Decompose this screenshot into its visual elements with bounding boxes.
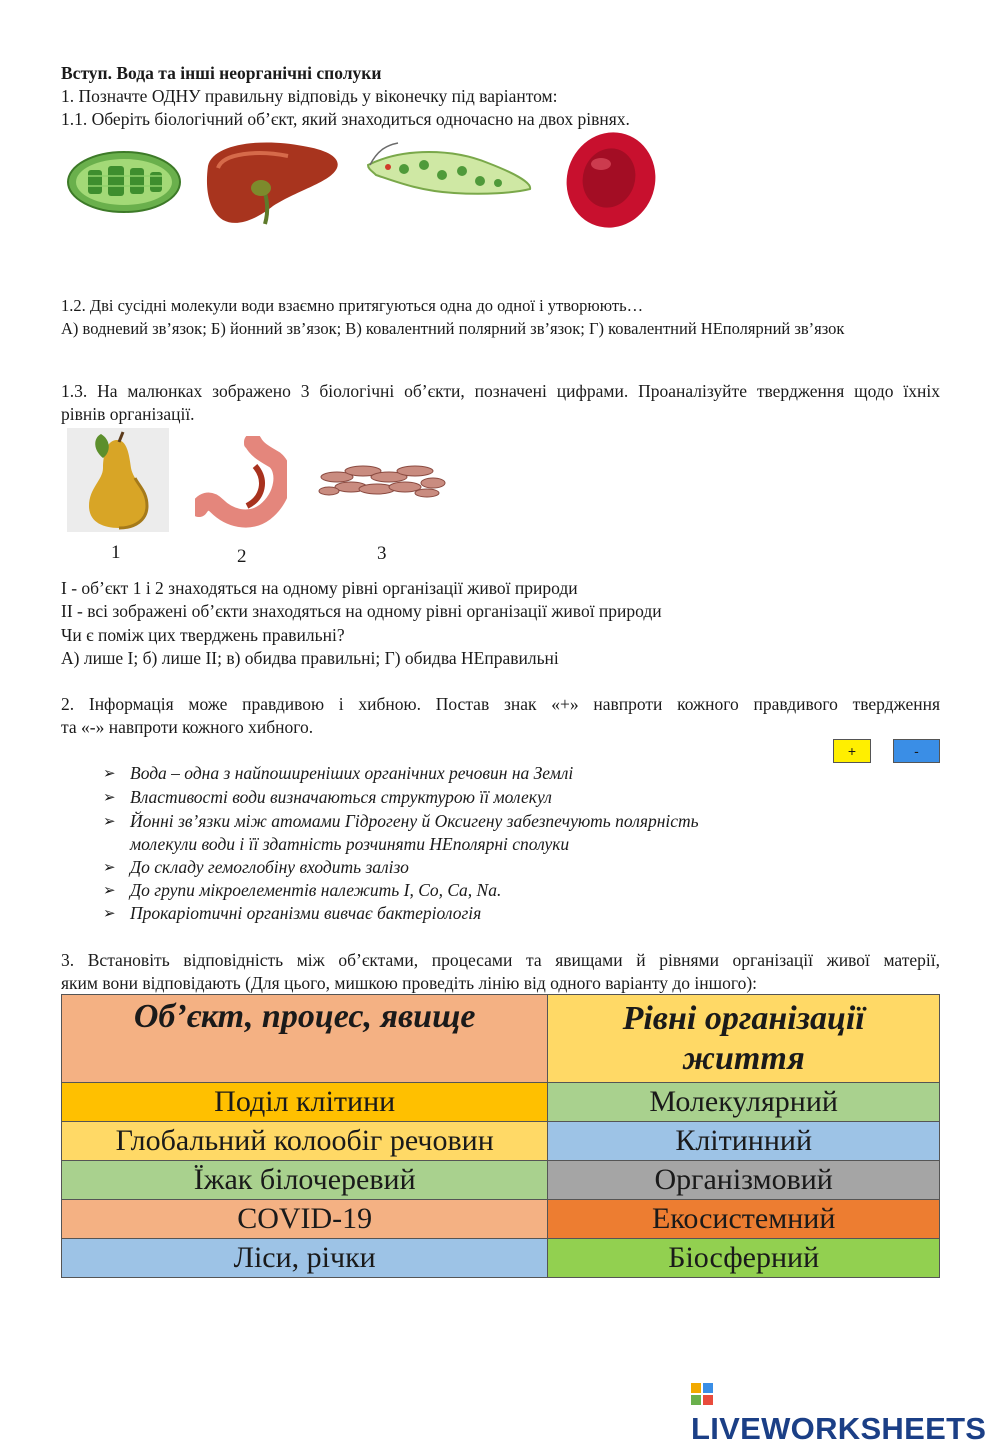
bullet-arrow-icon: ➢ [103, 814, 116, 830]
table-row [62, 1161, 940, 1200]
liveworksheets-logo [691, 1375, 1000, 1447]
page-title: Вступ. Вода та інші неорганічні сполуки [61, 63, 382, 83]
object-label-2: 2 [237, 546, 247, 567]
red-blood-cell-image[interactable] [565, 130, 657, 230]
minus-chip[interactable]: - [893, 739, 940, 763]
table-row [62, 1122, 940, 1161]
match-left-item[interactable]: Їжак білочеревий [62, 1161, 548, 1200]
matching-table [61, 994, 940, 1278]
match-left-item[interactable]: Ліси, річки [62, 1239, 548, 1278]
object-label-1: 1 [111, 542, 121, 563]
table-row [62, 1083, 940, 1122]
table-header-row [62, 995, 940, 1083]
q1-3-text-cont: рівнів організації. [61, 404, 195, 424]
object-label-3: 3 [377, 543, 387, 564]
header-right-line2: життя [682, 1039, 805, 1077]
q1-3-options: А) лише I; б) лише II; в) обидва правильні; Г) обидва НЕправильні [61, 648, 559, 668]
bullet-arrow-icon: ➢ [103, 860, 116, 876]
match-right-item[interactable]: Організмовий [548, 1161, 940, 1200]
q1-2-question: 1.2. Дві сусідні молекули води взаємно притягуються одна до одної і утворюють… [61, 296, 644, 315]
statement-1: I - об’єкт 1 і 2 знаходяться на одному рівні організації живої природи [61, 578, 578, 598]
match-right-item[interactable]: Молекулярний [548, 1083, 940, 1122]
match-right-item[interactable]: Біосферний [548, 1239, 940, 1278]
header-left: Об’єкт, процес, явище [62, 995, 548, 1083]
bullet-arrow-icon: ➢ [103, 883, 116, 899]
header-right [548, 995, 940, 1083]
bullet-arrow-icon: ➢ [103, 766, 116, 782]
bullet-arrow-icon: ➢ [103, 906, 116, 922]
header-right-line1: Рівні організації [622, 999, 865, 1037]
pear-image [67, 428, 169, 532]
q3-text: 3. Встановіть відповідність між об’єктами, процесами та явищами й рівнями організації живої матерії, [61, 950, 940, 970]
table-row [62, 1200, 940, 1239]
stomach-image [195, 436, 287, 532]
q1-instruction: 1. Позначте ОДНУ правильну відповідь у віконечку під варіантом: [61, 86, 558, 106]
match-right-item[interactable]: Екосистемний [548, 1200, 940, 1239]
tissue-image [315, 457, 447, 501]
match-left-item[interactable]: Глобальний колообіг речовин [62, 1122, 548, 1161]
match-right-item[interactable]: Клітинний [548, 1122, 940, 1161]
q1-1-question: 1.1. Оберіть біологічний об’єкт, який знаходиться одночасно на двох рівнях. [61, 109, 630, 129]
q3-text-cont: яким вони відповідають (Для цього, мишкою проведіть лінію від одного варіанту до іншого): [61, 973, 758, 993]
table-row [62, 1239, 940, 1278]
euglena-image[interactable] [364, 141, 536, 207]
q1-2-options: А) водневий зв’язок; Б) йонний зв’язок; В) ковалентний полярний зв’язок; Г) ковалентний НЕполярний зв’язок [61, 319, 845, 338]
liver-image[interactable] [203, 138, 343, 230]
chloroplast-image[interactable] [66, 150, 182, 214]
q1-3-question: Чи є поміж цих тверджень правильні? [61, 625, 345, 645]
q1-3-text: 1.3. На малюнках зображено 3 біологічні об’єкти, позначені цифрами. Проаналізуйте твердження щодо їхніх [61, 381, 940, 401]
bullet-arrow-icon: ➢ [103, 790, 116, 806]
q2-text-cont: та «-» навпроти кожного хибного. [61, 717, 314, 737]
statement-2: II - всі зображені об’єкти знаходяться на одному рівні організації живої природи [61, 601, 662, 621]
q2-text: 2. Інформація може правдивою і хибною. Постав знак «+» навпроти кожного правдивого твердження [61, 694, 940, 714]
match-left-item[interactable]: COVID-19 [62, 1200, 548, 1239]
liveworksheets-logo-text: LIVEWORKSHEETS [691, 1411, 987, 1446]
match-left-item[interactable]: Поділ клітини [62, 1083, 548, 1122]
liveworksheets-logo-icon [691, 1383, 713, 1405]
plus-chip[interactable]: + [833, 739, 871, 763]
